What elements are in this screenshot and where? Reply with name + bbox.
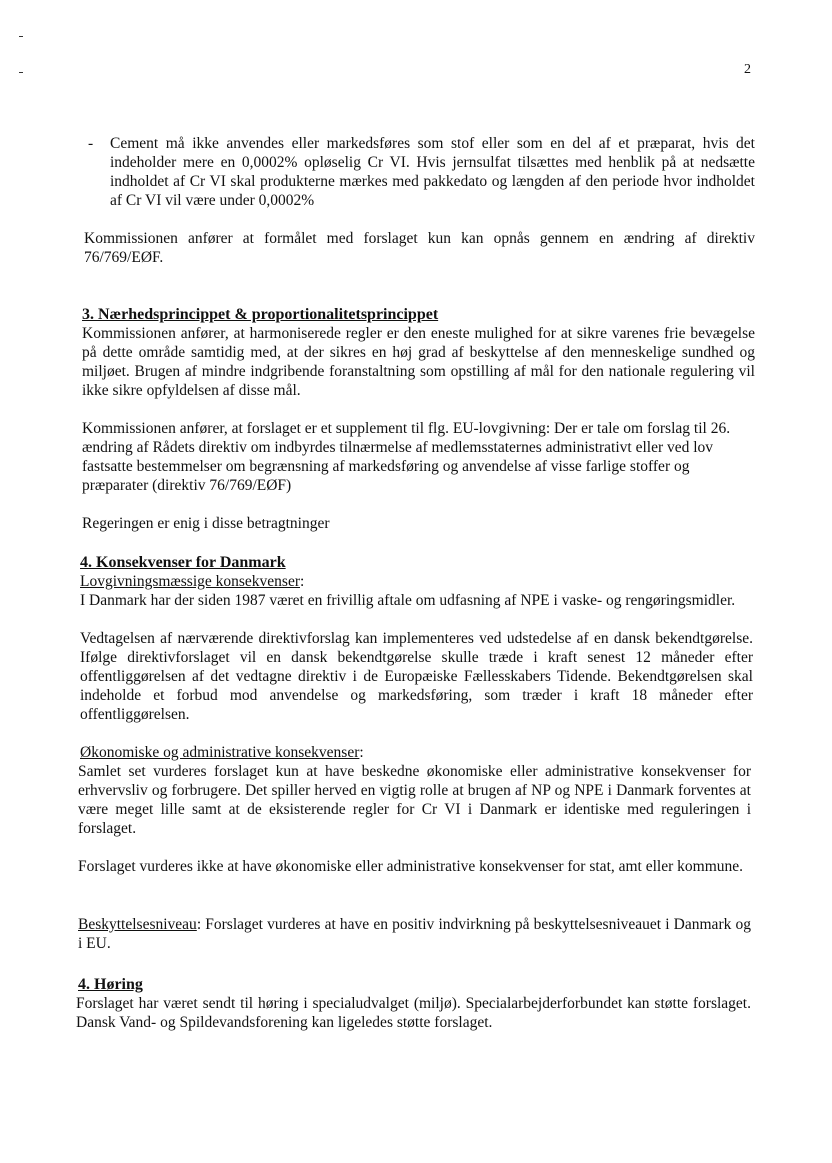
- legal-consequences-colon: :: [300, 573, 305, 590]
- legal-consequences-text-2: Vedtagelsen af nærværende direktivforslag kan implementeres ved udstedelse af en dansk bekendtgørelse. Ifølge direktivforslaget vil en dansk bekendtgørelse skulle træde i kraft senest 12 måneder efter offentliggørelsen af det vedtagne direktiv i de Europæiske Fællesskabers Tidende. Bekendtgørelsen skal indeholde et forbud mod anvendelse og markedsføring, som træder i kraft 18 måneder efter offentliggørelsen.: [80, 630, 753, 723]
- economic-consequences-colon: :: [359, 744, 364, 761]
- bullet-dash: -: [88, 135, 94, 152]
- economic-consequences-label: [80, 743, 753, 762]
- protection-level-text: : Forslaget vurderes at have en positiv indvirkning på beskyttelsesniveauet i Danmark og i EU.: [78, 916, 751, 952]
- hearing-paragraph: Forslaget har været sendt til høring i specialudvalget (miljø). Specialarbejderforbundet kan støtte forslaget. Dansk Vand- og Spildevandsforening kan ligeledes støtte forslaget.: [76, 995, 751, 1031]
- scan-mark: [19, 72, 23, 73]
- section-3-paragraph-1: Kommissionen anfører, at harmoniserede regler er den eneste mulighed for at sikre varenes frie bevægelse på dette område samtidig med, at der sikres en høj grad af beskyttelse af den menneskelige sundhed og miljøet. Brugen af mindre indgribende foranstaltning som opstilling af mål for den nationale regulering vil ikke sikre opfyldelsen af disse mål.: [82, 325, 755, 399]
- scan-mark: [19, 36, 23, 37]
- section-3-paragraph-2: Kommissionen anfører, at forslaget er et supplement til flg. EU-lovgivning: Der er tale om forslag til 26. ændring af Rådets direktiv om indbyrdes tilnærmelse af medlemsstaternes administrativt eller ved lov fastsatte bestemmelser om begrænsning af markedsføring og anvendelse af visse farlige stoffer og præparater (direktiv 76/769/EØF): [82, 420, 731, 494]
- section-3-heading: 3. Nærhedsprincippet & proportionalitetsprincippet: [82, 306, 439, 323]
- economic-consequences-title: Økonomiske og administrative konsekvenser: [80, 744, 360, 761]
- economic-consequences-text-2: Forslaget vurderes ikke at have økonomiske eller administrative konsekvenser for stat, amt eller kommune.: [78, 858, 744, 875]
- section-3-paragraph-3: Regeringen er enig i disse betragtninger: [82, 515, 330, 532]
- commission-paragraph: Kommissionen anfører at formålet med forslaget kun kan opnås gennem en ændring af direktiv 76/769/EØF.: [84, 230, 755, 266]
- legal-consequences-title: Lovgivningsmæssige konsekvenser: [80, 573, 300, 590]
- legal-consequences-text-1: I Danmark har der siden 1987 været en frivillig aftale om udfasning af NPE i vaske- og rengøringsmidler.: [80, 592, 736, 609]
- legal-consequences-label: [80, 572, 753, 591]
- section-4-heading: 4. Konsekvenser for Danmark: [80, 554, 286, 571]
- economic-consequences-text-1: Samlet set vurderes forslaget kun at have beskedne økonomiske eller administrative konsekvenser for erhvervsliv og forbrugere. Det spiller herved en vigtig rolle at brugen af NP og NPE i Danmark forventes at være meget lille samt at de eksisterende regler for Cr VI i Danmark er identiske med reguleringen i forslaget.: [78, 763, 751, 837]
- hearing-heading: 4. Høring: [78, 976, 143, 993]
- protection-level-paragraph: [78, 915, 751, 953]
- bullet-text: Cement må ikke anvendes eller markedsføres som stof eller som en del af et præparat, hvis det indeholder mere en 0,0002% opløselig Cr VI. Hvis jernsulfat tilsættes med henblik på at nedsætte indholdet af Cr VI skal produkterne mærkes med pakkedato og længden af den periode hvor indholdet af Cr VI vil være under 0,0002%: [110, 135, 755, 209]
- page-number: 2: [744, 62, 751, 77]
- protection-level-label: Beskyttelsesniveau: [78, 916, 197, 933]
